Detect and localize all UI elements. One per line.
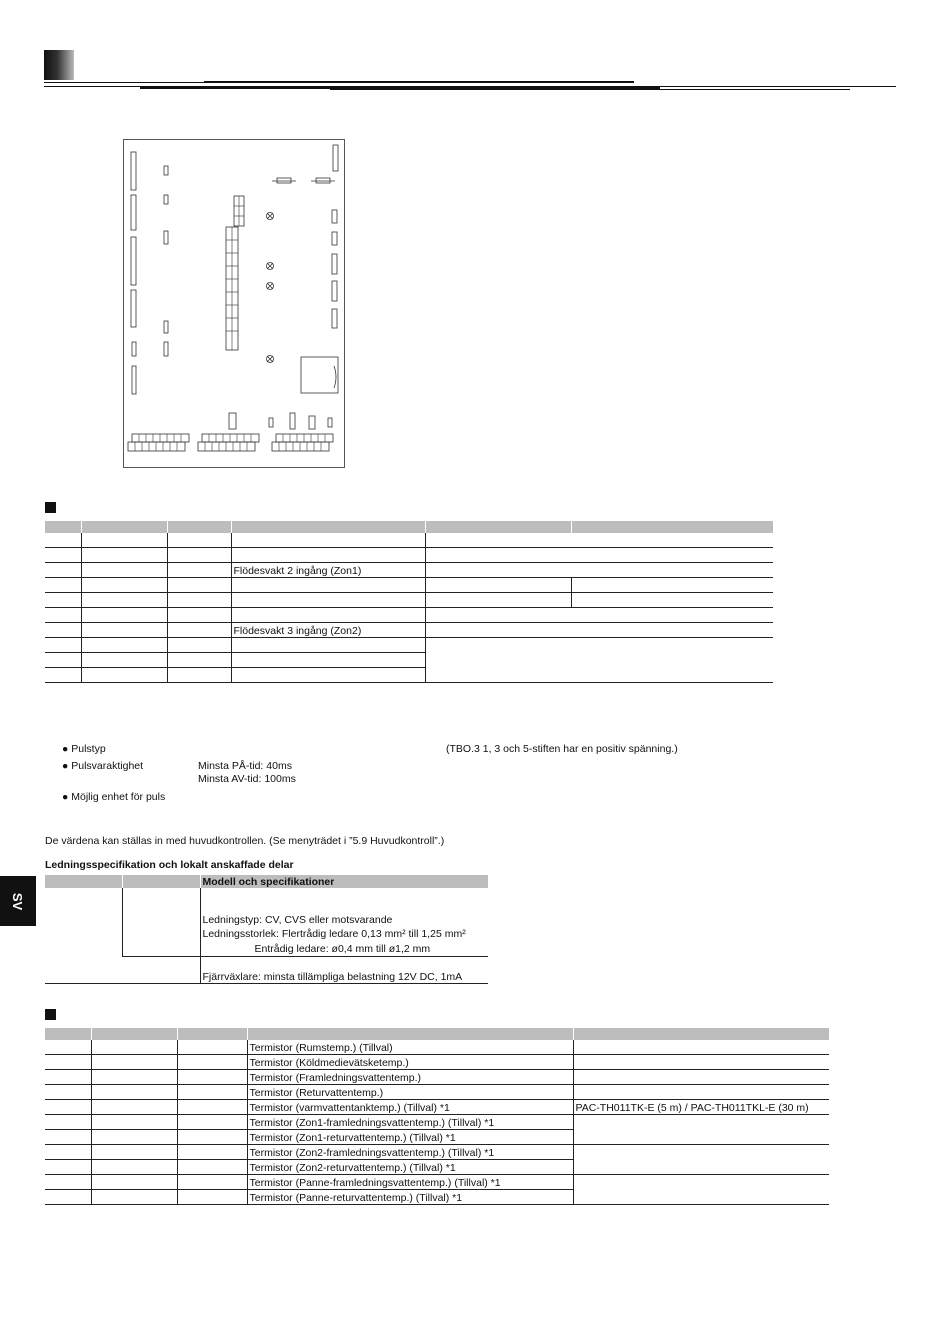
table-row — [45, 1100, 829, 1115]
pulse-on-time: Minsta PÅ-tid: 40ms — [198, 760, 292, 772]
tank-thermistor-model: PAC-TH011TK-E (5 m) / PAC-TH011TKL-E (30 m) — [573, 1100, 829, 1115]
table-row — [45, 578, 773, 593]
table-row — [45, 608, 773, 623]
thermistor-name: Termistor (Zon1-returvattentemp.) (Tillval) *1 — [247, 1130, 573, 1145]
table-row — [45, 1145, 829, 1160]
pulse-duration-label: ● Pulsvaraktighet — [62, 760, 144, 772]
pulse-type-label: ● Pulstyp — [62, 743, 106, 755]
table-row — [45, 1070, 829, 1085]
thermistor-name: Termistor (Returvattentemp.) — [247, 1085, 573, 1100]
table-row — [45, 593, 773, 608]
thermistor-name: Termistor (Zon2-framledningsvattentemp.) (Tillval) *1 — [247, 1145, 573, 1160]
thermistor-name: Termistor (Köldmedievätsketemp.) — [247, 1055, 573, 1070]
header-rule — [330, 89, 850, 90]
board-drawing — [124, 140, 344, 467]
thermistor-name: Termistor (Zon2-returvattentemp.) (Tillval) *1 — [247, 1160, 573, 1175]
wiring-spec-table — [45, 875, 488, 984]
table-header-row — [45, 1028, 829, 1040]
thermistor-table — [45, 1028, 829, 1205]
language-tab — [0, 876, 36, 926]
control-board-diagram — [123, 139, 345, 468]
settings-note: De värdena kan ställas in med huvudkontrollen. (Se menyträdet i ”5.9 Huvudkontroll”.) — [45, 835, 445, 847]
table-row — [45, 888, 488, 957]
table-row — [45, 548, 773, 563]
table-row — [45, 1055, 829, 1070]
thermistor-name: Termistor (Framledningsvattentemp.) — [247, 1070, 573, 1085]
wire-type: Ledningstyp: CV, CVS eller motsvarande — [202, 913, 393, 926]
thermistor-name: Termistor (Rumstemp.) (Tillval) — [247, 1040, 573, 1055]
pulse-unit-label: ● Möjlig enhet för puls — [62, 791, 166, 803]
wire-solid: Entrådig ledare: ø0,4 mm till ø1,2 mm — [254, 942, 431, 955]
thermistor-name: Termistor (Zon1-framledningsvattentemp.) (Tillval) *1 — [247, 1115, 573, 1130]
section-marker — [45, 502, 56, 513]
thermistor-name: Termistor (Panne-returvattentemp.) (Tillval) *1 — [247, 1190, 573, 1205]
col-model-spec: Modell och specifikationer — [200, 875, 488, 888]
pulse-off-time: Minsta AV-tid: 100ms — [198, 773, 296, 785]
wire-size: Ledningsstorlek: Flertrådig ledare 0,13 mm² till 1,25 mm² — [202, 928, 466, 940]
language-code: SV — [10, 892, 26, 910]
table-row — [45, 1040, 829, 1055]
table-row — [45, 1085, 829, 1100]
thermistor-name: Termistor (varmvattentanktemp.) (Tillval) *1 — [247, 1100, 573, 1115]
section-header-block — [44, 50, 74, 80]
pulse-type-note: (TBO.3 1, 3 och 5-stiften har en positiv spänning.) — [446, 743, 678, 755]
table-row — [45, 1175, 829, 1190]
table-row — [45, 563, 773, 578]
section-marker — [45, 1009, 56, 1020]
table-header-row — [45, 521, 773, 533]
wire-spec-cell — [200, 888, 488, 957]
header-rule — [204, 81, 634, 83]
input-terminal-table — [45, 521, 773, 683]
table-row — [45, 638, 773, 653]
thermistor-name: Termistor (Panne-framledningsvattentemp.) (Tillval) *1 — [247, 1175, 573, 1190]
cell-flow-switch-3: Flödesvakt 3 ingång (Zon2) — [231, 623, 425, 638]
table-row — [45, 1115, 829, 1130]
table-header-row — [45, 875, 488, 888]
wiring-spec-heading: Ledningsspecifikation och lokalt anskaffade delar — [45, 859, 294, 871]
table-row — [45, 623, 773, 638]
table-row — [45, 533, 773, 548]
remote-switch-spec: Fjärrväxlare: minsta tillämpliga belastning 12V DC, 1mA — [200, 957, 488, 984]
cell-flow-switch-2: Flödesvakt 2 ingång (Zon1) — [231, 563, 425, 578]
